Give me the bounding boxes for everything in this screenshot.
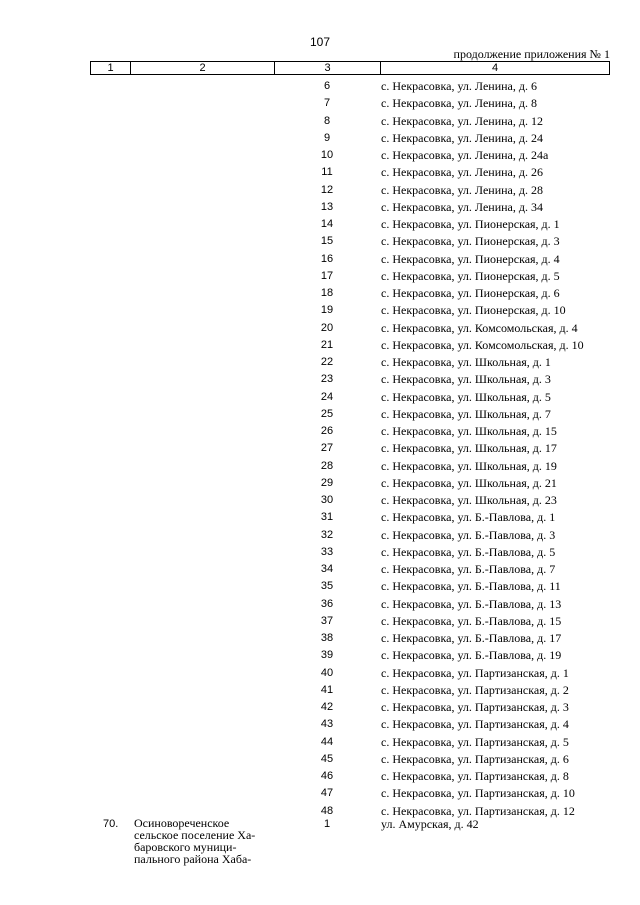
table-row <box>0 492 640 509</box>
row-address: с. Некрасовка, ул. Партизанская, д. 10 <box>381 786 575 801</box>
row-address: с. Некрасовка, ул. Б.-Павлова, д. 15 <box>381 613 562 628</box>
table-row <box>0 440 640 457</box>
table-row <box>0 389 640 406</box>
row-address: с. Некрасовка, ул. Школьная, д. 17 <box>381 441 557 456</box>
row-address: с. Некрасовка, ул. Ленина, д. 6 <box>381 79 537 93</box>
row-address: с. Некрасовка, ул. Б.-Павлова, д. 1 <box>381 510 556 525</box>
row-address: с. Некрасовка, ул. Б.-Павлова, д. 5 <box>381 544 556 559</box>
table-row <box>0 665 640 682</box>
table-row <box>0 113 640 130</box>
row-number: 41 <box>320 683 334 696</box>
table-row <box>0 630 640 647</box>
table-row <box>0 78 640 95</box>
row-number: 40 <box>320 666 334 679</box>
row-number: 21 <box>320 338 334 351</box>
row-address: с. Некрасовка, ул. Ленина, д. 24 <box>381 130 543 145</box>
settlement-line: сельское поселение Ха- <box>134 828 256 842</box>
table-row <box>0 423 640 440</box>
settlement-line: пального района Хаба- <box>134 852 252 866</box>
row-address: с. Некрасовка, ул. Школьная, д. 15 <box>381 424 557 438</box>
row-address: с. Некрасовка, ул. Пионерская, д. 1 <box>381 217 560 231</box>
row-address: с. Некрасовка, ул. Ленина, д. 28 <box>381 182 543 197</box>
row-number: 47 <box>320 787 334 800</box>
row-address: с. Некрасовка, ул. Школьная, д. 3 <box>381 372 551 387</box>
row-address: с. Некрасовка, ул. Ленина, д. 24а <box>381 148 549 162</box>
row-address: с. Некрасовка, ул. Пионерская, д. 10 <box>381 303 566 318</box>
row-number: 12 <box>320 183 334 196</box>
row-number: 33 <box>320 545 334 558</box>
table-row <box>0 544 640 561</box>
row-address: с. Некрасовка, ул. Пионерская, д. 3 <box>381 234 560 249</box>
table-row <box>0 699 640 716</box>
row-number: 9 <box>323 131 331 144</box>
entry-address: ул. Амурская, д. 42 <box>381 817 479 831</box>
row-address: с. Некрасовка, ул. Партизанская, д. 3 <box>381 700 569 714</box>
row-address: с. Некрасовка, ул. Партизанская, д. 6 <box>381 751 569 766</box>
table-row <box>0 578 640 595</box>
settlement-name <box>134 817 284 865</box>
row-address: с. Некрасовка, ул. Партизанская, д. 1 <box>381 665 569 680</box>
table-row <box>0 647 640 664</box>
row-address: с. Некрасовка, ул. Партизанская, д. 8 <box>381 769 569 783</box>
entry-index: 70. <box>103 818 119 830</box>
row-number: 7 <box>323 97 331 110</box>
table-row <box>0 251 640 268</box>
table-row <box>0 751 640 768</box>
table-row <box>0 285 640 302</box>
table-row <box>0 320 640 337</box>
row-number: 22 <box>320 356 334 368</box>
row-address: с. Некрасовка, ул. Б.-Павлова, д. 13 <box>381 596 562 611</box>
row-number: 13 <box>320 200 334 213</box>
row-number: 29 <box>320 476 334 489</box>
table-row <box>0 734 640 751</box>
header-col-3: 3 <box>275 62 381 74</box>
settlement-line: баровского муници- <box>134 840 237 854</box>
row-address: с. Некрасовка, ул. Комсомольская, д. 4 <box>381 320 578 335</box>
row-number: 48 <box>320 804 334 817</box>
row-number: 38 <box>320 632 334 644</box>
row-address: с. Некрасовка, ул. Школьная, д. 5 <box>381 389 551 404</box>
continuation-note: продолжение приложения № 1 <box>453 47 610 61</box>
header-col-1: 1 <box>91 62 131 74</box>
row-address: с. Некрасовка, ул. Ленина, д. 34 <box>381 199 543 214</box>
table-row <box>0 613 640 630</box>
row-number: 27 <box>320 442 334 455</box>
row-number: 24 <box>320 390 334 403</box>
row-number: 35 <box>320 580 334 593</box>
row-number: 32 <box>320 528 334 541</box>
row-address: с. Некрасовка, ул. Школьная, д. 21 <box>381 475 557 490</box>
row-number: 45 <box>320 752 334 765</box>
row-number: 10 <box>320 149 334 161</box>
table-row <box>0 561 640 578</box>
row-address: с. Некрасовка, ул. Партизанская, д. 12 <box>381 803 575 818</box>
entry-number: 1 <box>323 818 331 830</box>
row-number: 11 <box>321 166 333 179</box>
row-number: 14 <box>320 218 334 230</box>
row-address: с. Некрасовка, ул. Школьная, д. 1 <box>381 355 551 369</box>
table-row <box>0 130 640 147</box>
row-address: с. Некрасовка, ул. Партизанская, д. 4 <box>381 717 569 732</box>
row-number: 30 <box>320 494 334 506</box>
table-row <box>0 147 640 164</box>
row-address: с. Некрасовка, ул. Школьная, д. 7 <box>381 406 551 421</box>
row-number: 6 <box>323 80 331 92</box>
table-row <box>0 527 640 544</box>
table-row <box>0 509 640 526</box>
table-row <box>0 216 640 233</box>
table-row <box>0 716 640 733</box>
row-address: с. Некрасовка, ул. Комсомольская, д. 10 <box>381 337 584 352</box>
row-address: с. Некрасовка, ул. Пионерская, д. 5 <box>381 268 560 283</box>
row-address: с. Некрасовка, ул. Б.-Павлова, д. 11 <box>381 579 561 594</box>
row-address: с. Некрасовка, ул. Б.-Павлова, д. 19 <box>381 648 562 663</box>
row-number: 20 <box>320 321 334 334</box>
row-number: 39 <box>320 649 334 662</box>
row-address: с. Некрасовка, ул. Пионерская, д. 6 <box>381 286 560 300</box>
row-number: 26 <box>320 425 334 437</box>
row-number: 17 <box>320 269 334 282</box>
table-row <box>0 682 640 699</box>
row-address: с. Некрасовка, ул. Партизанская, д. 5 <box>381 734 569 749</box>
address-list <box>0 78 640 820</box>
row-address: с. Некрасовка, ул. Б.-Павлова, д. 17 <box>381 631 562 645</box>
table-row <box>0 354 640 371</box>
table-row <box>0 268 640 285</box>
table-row <box>0 337 640 354</box>
row-address: с. Некрасовка, ул. Школьная, д. 19 <box>381 458 557 473</box>
header-col-2: 2 <box>131 62 275 74</box>
table-row <box>0 768 640 785</box>
row-address: с. Некрасовка, ул. Партизанская, д. 2 <box>381 682 569 697</box>
table-row <box>0 406 640 423</box>
row-address: с. Некрасовка, ул. Б.-Павлова, д. 3 <box>381 527 556 542</box>
row-number: 46 <box>320 770 334 782</box>
table-row <box>0 475 640 492</box>
row-number: 15 <box>320 235 334 248</box>
row-address: с. Некрасовка, ул. Ленина, д. 12 <box>381 113 543 128</box>
row-number: 18 <box>320 287 334 299</box>
row-address: с. Некрасовка, ул. Ленина, д. 8 <box>381 96 537 111</box>
row-address: с. Некрасовка, ул. Б.-Павлова, д. 7 <box>381 562 556 576</box>
row-number: 8 <box>323 114 331 127</box>
header-col-4: 4 <box>491 62 499 74</box>
table-row <box>0 182 640 199</box>
row-number: 42 <box>320 701 334 713</box>
table-row <box>0 95 640 112</box>
row-number: 44 <box>320 735 334 748</box>
table-row <box>0 233 640 250</box>
row-number: 25 <box>320 407 334 420</box>
page-number: 107 <box>309 35 331 49</box>
settlement-line: Осиновореченское <box>134 816 230 830</box>
row-number: 16 <box>320 252 334 265</box>
table-row <box>0 371 640 388</box>
table-row <box>0 458 640 475</box>
row-number: 28 <box>320 459 334 472</box>
table-row <box>0 596 640 613</box>
row-address: с. Некрасовка, ул. Школьная, д. 23 <box>381 493 557 507</box>
table-row <box>0 302 640 319</box>
row-number: 19 <box>320 304 334 317</box>
table-row <box>0 164 640 181</box>
table-row <box>0 785 640 802</box>
row-number: 36 <box>320 597 334 610</box>
row-number: 34 <box>320 563 334 575</box>
row-number: 43 <box>320 718 334 731</box>
row-number: 31 <box>320 511 334 524</box>
row-address: с. Некрасовка, ул. Пионерская, д. 4 <box>381 251 560 266</box>
row-number: 37 <box>320 614 334 627</box>
table-row <box>0 199 640 216</box>
row-address: с. Некрасовка, ул. Ленина, д. 26 <box>381 165 543 180</box>
table-header <box>90 61 610 75</box>
row-number: 23 <box>320 373 334 386</box>
